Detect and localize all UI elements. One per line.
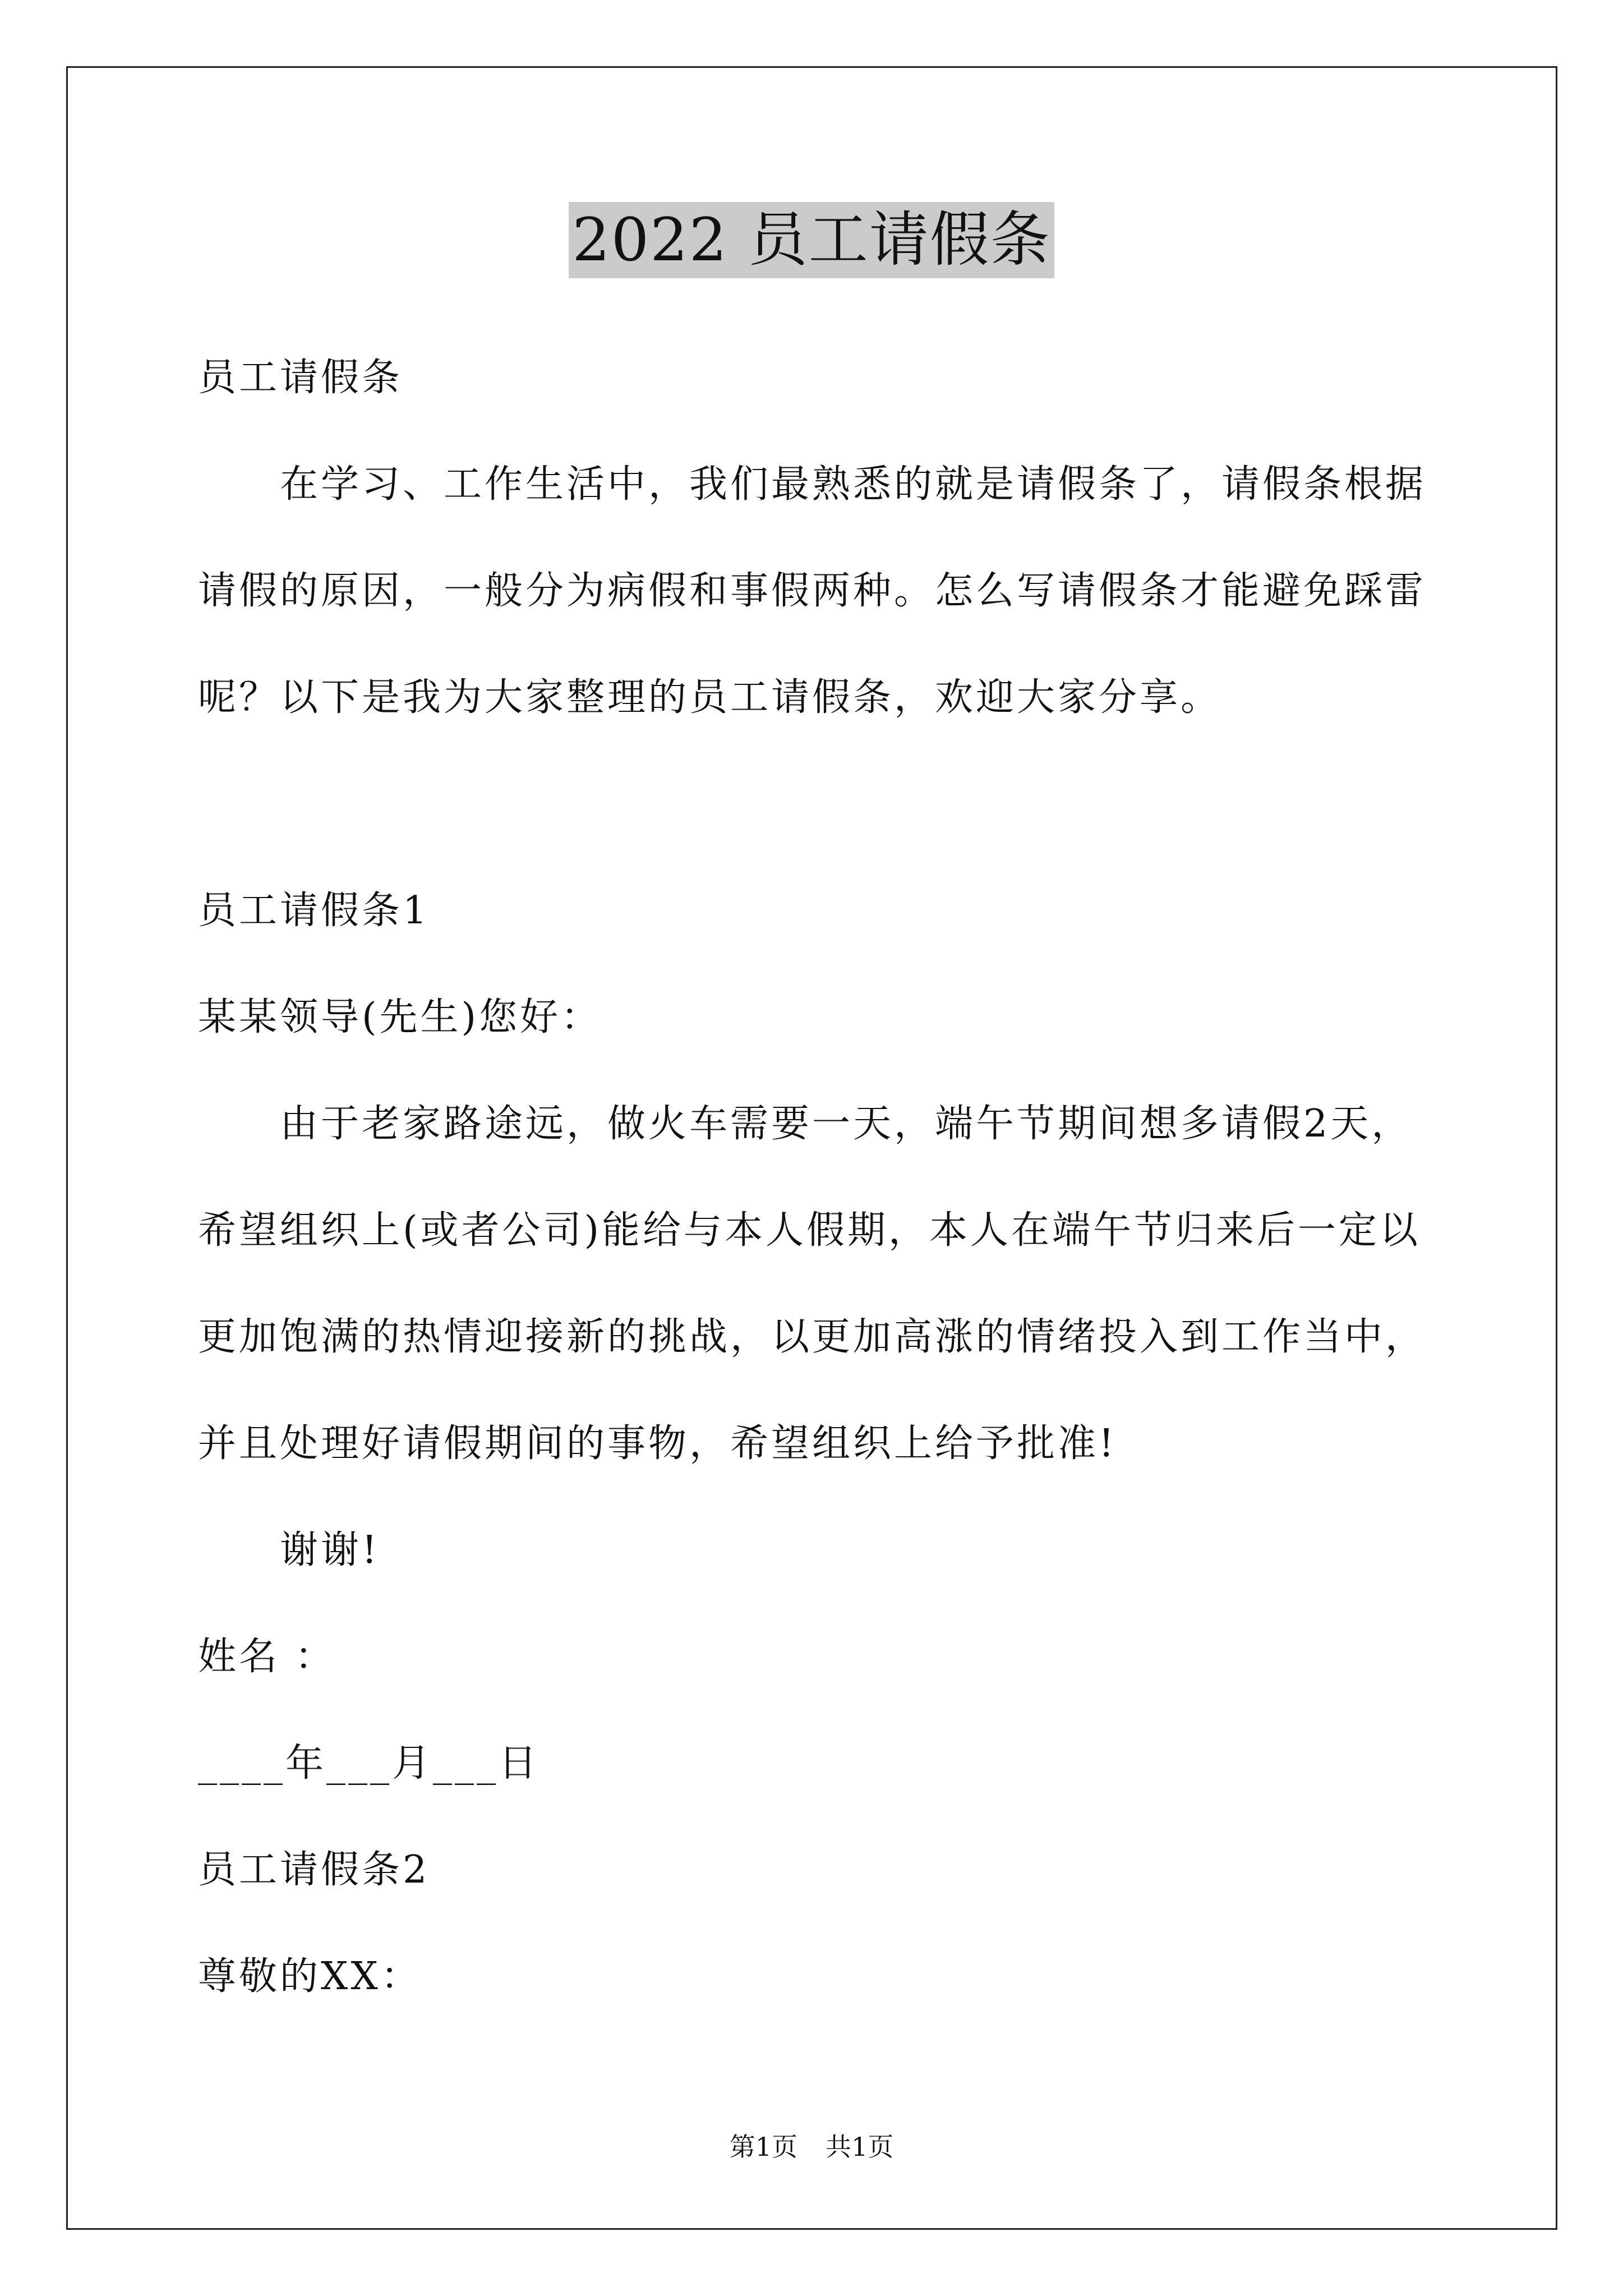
intro-line: 在学习、工作生活中，我们最熟悉的就是请假条了，请假条根据	[280, 462, 1427, 507]
name-field-label: 姓名 ：	[198, 1635, 336, 1679]
letter-heading: 员工请假条1	[198, 889, 430, 933]
page-footer	[0, 2131, 1623, 2162]
page-number: 第1页	[729, 2132, 797, 2162]
document-title: 2022 员工请假条	[569, 202, 1054, 278]
body-line: 更加饱满的热情迎接新的挑战，以更加高涨的情绪投入到工作当中，	[198, 1315, 1427, 1359]
body-line: 由于老家路途远，做火车需要一天，端午节期间想多请假2天，	[280, 1102, 1413, 1146]
letter-heading: 员工请假条2	[198, 1848, 430, 1892]
body-line: 希望组织上(或者公司)能给与本人假期，本人在端午节归来后一定以	[198, 1208, 1421, 1253]
closing: 谢谢!	[280, 1528, 380, 1572]
document-body	[198, 325, 1521, 2030]
doc-heading: 员工请假条	[198, 356, 403, 400]
salutation: 某某领导(先生)您好：	[198, 995, 602, 1039]
blank-line	[198, 751, 1521, 858]
title-row	[0, 202, 1623, 278]
date-line: ____年___月___日	[198, 1741, 540, 1786]
salutation: 尊敬的XX：	[198, 1954, 422, 1999]
body-line: 并且处理好请假期间的事物，希望组织上给予批准!	[198, 1421, 1117, 1466]
intro-line: 呢？以下是我为大家整理的员工请假条，欢迎大家分享。	[198, 675, 1222, 720]
page-total: 共1页	[826, 2132, 894, 2162]
intro-line: 请假的原因，一般分为病假和事假两种。怎么写请假条才能避免踩雷	[198, 569, 1427, 613]
